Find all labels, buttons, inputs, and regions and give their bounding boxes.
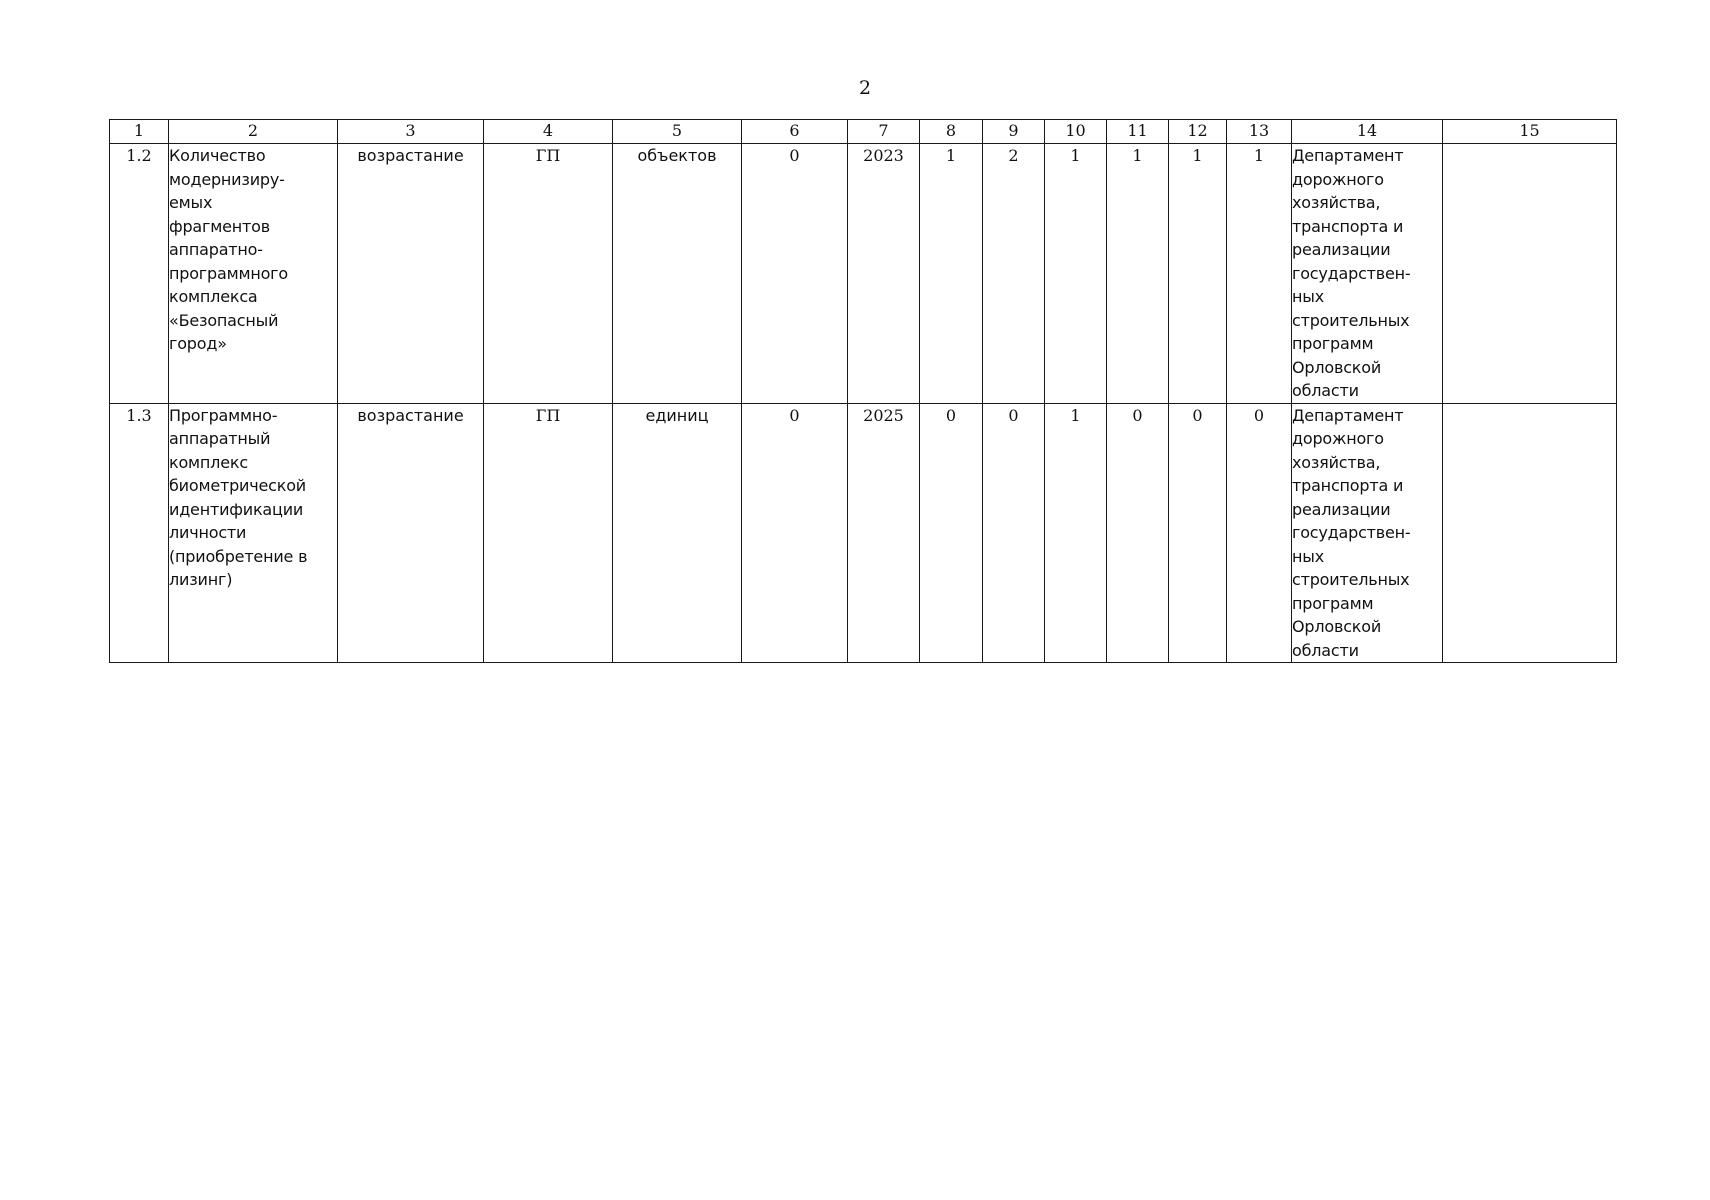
- value-cell: 0: [1169, 403, 1227, 663]
- base-value-cell: 0: [742, 144, 848, 404]
- table-row: [110, 144, 1617, 404]
- value-cell: 0: [1107, 403, 1169, 663]
- column-header: 3: [338, 120, 484, 144]
- value-cell: 1: [1045, 144, 1107, 404]
- column-header: 4: [484, 120, 613, 144]
- column-header: 15: [1443, 120, 1617, 144]
- notes-cell: [1443, 144, 1617, 404]
- row-number: 1.3: [110, 403, 169, 663]
- responsible-name: Департамент дорожного хозяйства, транспорта и реализации государствен- ных строительных программ Орловской области: [1292, 405, 1411, 660]
- table-row: [110, 403, 1617, 663]
- direction-cell: возрастание: [338, 403, 484, 663]
- value-cell: 1: [1169, 144, 1227, 404]
- column-header: 6: [742, 120, 848, 144]
- column-header: 11: [1107, 120, 1169, 144]
- unit-cell: объектов: [613, 144, 742, 404]
- value-cell: 0: [983, 403, 1045, 663]
- value-cell: 0: [920, 403, 983, 663]
- column-header: 14: [1292, 120, 1443, 144]
- column-header: 8: [920, 120, 983, 144]
- column-header: 1: [110, 120, 169, 144]
- indicator-name-cell: [169, 403, 338, 663]
- value-cell: 1: [1227, 144, 1292, 404]
- column-header: 7: [848, 120, 920, 144]
- year-cell: 2023: [848, 144, 920, 404]
- direction-cell: возрастание: [338, 144, 484, 404]
- value-cell: 1: [1045, 403, 1107, 663]
- unit-cell: единиц: [613, 403, 742, 663]
- column-header: 10: [1045, 120, 1107, 144]
- indicator-name-cell: [169, 144, 338, 404]
- column-header: 9: [983, 120, 1045, 144]
- value-cell: 1: [920, 144, 983, 404]
- year-cell: 2025: [848, 403, 920, 663]
- indicators-table: [109, 119, 1617, 663]
- column-header: 12: [1169, 120, 1227, 144]
- indicator-name: Количество модернизиру- емых фрагментов аппаратно- программного комплекса «Безопасный город»: [169, 146, 288, 353]
- page-number: 2: [858, 77, 872, 99]
- indicator-name: Программно- аппаратный комплекс биометрической идентификации личности (приобретение в лизинг): [169, 405, 308, 589]
- column-header: 5: [613, 120, 742, 144]
- base-value-cell: 0: [742, 403, 848, 663]
- responsible-cell: [1292, 403, 1443, 663]
- row-number: 1.2: [110, 144, 169, 404]
- type-cell: ГП: [484, 403, 613, 663]
- value-cell: 2: [983, 144, 1045, 404]
- value-cell: 0: [1227, 403, 1292, 663]
- notes-cell: [1443, 403, 1617, 663]
- value-cell: 1: [1107, 144, 1169, 404]
- column-header: 2: [169, 120, 338, 144]
- responsible-cell: [1292, 144, 1443, 404]
- column-header: 13: [1227, 120, 1292, 144]
- type-cell: ГП: [484, 144, 613, 404]
- responsible-name: Департамент дорожного хозяйства, транспорта и реализации государствен- ных строительных программ Орловской области: [1292, 146, 1411, 400]
- column-number-row: [110, 120, 1617, 144]
